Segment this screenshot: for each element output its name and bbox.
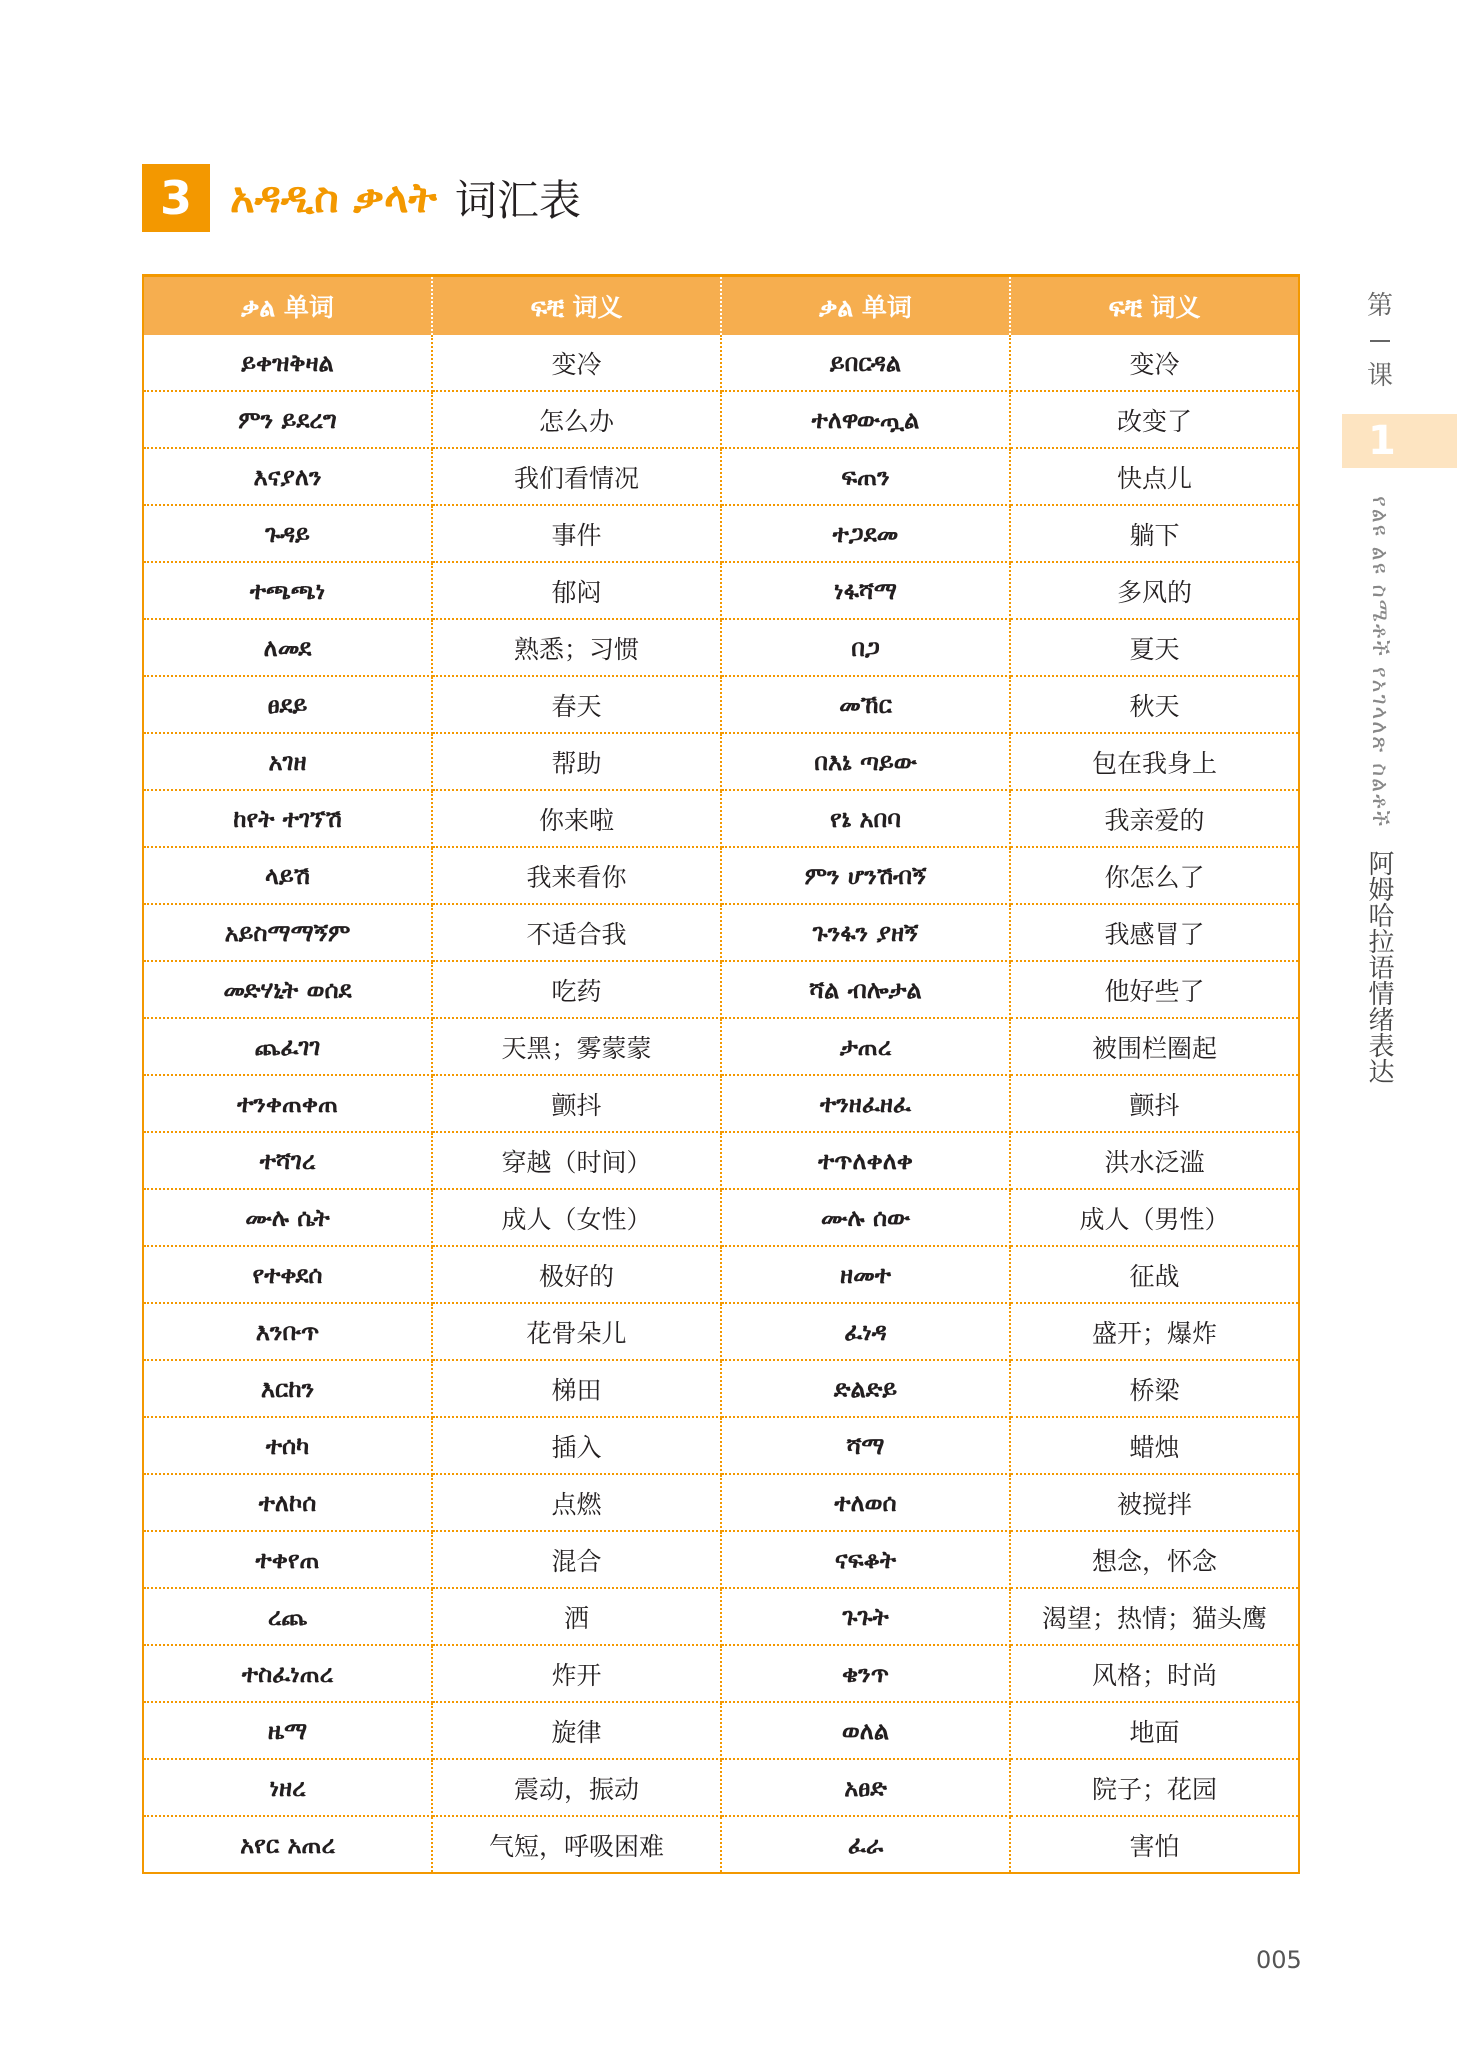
meaning-cell: 桥梁: [1010, 1360, 1299, 1417]
table-row: [143, 1417, 1299, 1474]
table-row: [143, 1303, 1299, 1360]
chapter-sidebar: [1338, 0, 1457, 2048]
meaning-cell: 包在我身上: [1010, 733, 1299, 790]
lesson-label-divider: [1370, 340, 1390, 342]
meaning-cell: 我来看你: [432, 847, 721, 904]
meaning-cell: 怎么办: [432, 391, 721, 448]
meaning-cell: 盛开；爆炸: [1010, 1303, 1299, 1360]
meaning-cell: 春天: [432, 676, 721, 733]
meaning-cell: 震动，振动: [432, 1759, 721, 1816]
meaning-cell: 花骨朵儿: [432, 1303, 721, 1360]
word-cell: ታጠረ: [721, 1018, 1010, 1075]
meaning-cell: 事件: [432, 505, 721, 562]
table-row: [143, 335, 1299, 391]
word-cell: አገዘ: [143, 733, 432, 790]
table-header-row: [143, 276, 1299, 336]
table-row: [143, 1132, 1299, 1189]
word-cell: ተጫጫነ: [143, 562, 432, 619]
meaning-cell: 变冷: [1010, 335, 1299, 391]
lesson-label-bottom: 课: [1366, 361, 1393, 391]
table-row: [143, 847, 1299, 904]
meaning-cell: 渴望；热情；猫头鹰: [1010, 1588, 1299, 1645]
page-number: 005: [1256, 1946, 1302, 1974]
header-meaning-2: ፍቺ 词义: [1010, 276, 1299, 336]
word-cell: ላይሽ: [143, 847, 432, 904]
lesson-label-top: 第: [1366, 291, 1393, 321]
word-cell: ተሻገረ: [143, 1132, 432, 1189]
word-cell: ፈራ: [721, 1816, 1010, 1873]
table-row: [143, 1759, 1299, 1816]
meaning-cell: 变冷: [432, 335, 721, 391]
table-body: [143, 335, 1299, 1873]
section-title-amharic: አዳዲስ ቃላት: [230, 173, 437, 222]
meaning-cell: 多风的: [1010, 562, 1299, 619]
meaning-cell: 插入: [432, 1417, 721, 1474]
word-cell: ድልድይ: [721, 1360, 1010, 1417]
chapter-title-amharic: የልዩ ልዩ ስሜቶች የአገላለጽ ስልቶች: [1367, 496, 1392, 829]
word-cell: ተለኮሰ: [143, 1474, 432, 1531]
word-cell: ይበርዳል: [721, 335, 1010, 391]
word-cell: ተለወሰ: [721, 1474, 1010, 1531]
word-cell: ፍጠን: [721, 448, 1010, 505]
meaning-cell: 成人（男性）: [1010, 1189, 1299, 1246]
table-row: [143, 1474, 1299, 1531]
word-cell: አየር አጠረ: [143, 1816, 432, 1873]
word-cell: ሻል ብሎታል: [721, 961, 1010, 1018]
meaning-cell: 混合: [432, 1531, 721, 1588]
table-row: [143, 1816, 1299, 1873]
meaning-cell: 旋律: [432, 1702, 721, 1759]
word-cell: ይቀዝቅዛል: [143, 335, 432, 391]
meaning-cell: 梯田: [432, 1360, 721, 1417]
word-cell: ወለል: [721, 1702, 1010, 1759]
table-row: [143, 505, 1299, 562]
table-row: [143, 1189, 1299, 1246]
word-cell: እንቡጥ: [143, 1303, 432, 1360]
table-row: [143, 790, 1299, 847]
meaning-cell: 颤抖: [432, 1075, 721, 1132]
section-number: 3: [142, 164, 210, 232]
meaning-cell: 洪水泛滥: [1010, 1132, 1299, 1189]
meaning-cell: 吃药: [432, 961, 721, 1018]
table-row: [143, 1360, 1299, 1417]
word-cell: ነፋሻማ: [721, 562, 1010, 619]
word-cell: ከየት ተገኘሽ: [143, 790, 432, 847]
meaning-cell: 征战: [1010, 1246, 1299, 1303]
lesson-label: [1360, 288, 1400, 394]
table-row: [143, 1018, 1299, 1075]
meaning-cell: 成人（女性）: [432, 1189, 721, 1246]
meaning-cell: 院子；花园: [1010, 1759, 1299, 1816]
word-cell: ምን ይደረግ: [143, 391, 432, 448]
word-cell: መድሃኒት ወሰደ: [143, 961, 432, 1018]
table-row: [143, 391, 1299, 448]
table-row: [143, 904, 1299, 961]
table-row: [143, 562, 1299, 619]
word-cell: ረጨ: [143, 1588, 432, 1645]
word-cell: ተለዋውጧል: [721, 391, 1010, 448]
meaning-cell: 郁闷: [432, 562, 721, 619]
lesson-number-tab: [1342, 414, 1457, 468]
meaning-cell: 熟悉；习惯: [432, 619, 721, 676]
header-word-2: ቃል 单词: [721, 276, 1010, 336]
meaning-cell: 被围栏圈起: [1010, 1018, 1299, 1075]
word-cell: የተቀደሰ: [143, 1246, 432, 1303]
table-row: [143, 1246, 1299, 1303]
word-cell: ለመደ: [143, 619, 432, 676]
section-heading: [142, 164, 581, 232]
meaning-cell: 躺下: [1010, 505, 1299, 562]
word-cell: ሙሉ ሴት: [143, 1189, 432, 1246]
meaning-cell: 夏天: [1010, 619, 1299, 676]
meaning-cell: 点燃: [432, 1474, 721, 1531]
table-row: [143, 1588, 1299, 1645]
chapter-title-vertical: [1358, 496, 1398, 1084]
meaning-cell: 帮助: [432, 733, 721, 790]
word-cell: ጉጉት: [721, 1588, 1010, 1645]
meaning-cell: 秋天: [1010, 676, 1299, 733]
meaning-cell: 地面: [1010, 1702, 1299, 1759]
table-row: [143, 733, 1299, 790]
word-cell: በጋ: [721, 619, 1010, 676]
word-cell: ተንቀጠቀጠ: [143, 1075, 432, 1132]
word-cell: ተቀየጠ: [143, 1531, 432, 1588]
word-cell: አይስማማኝም: [143, 904, 432, 961]
word-cell: መኸር: [721, 676, 1010, 733]
word-cell: ናፍቆት: [721, 1531, 1010, 1588]
meaning-cell: 极好的: [432, 1246, 721, 1303]
meaning-cell: 他好些了: [1010, 961, 1299, 1018]
section-title-chinese: 词汇表: [454, 176, 581, 225]
word-cell: ጉንፋን ያዘኝ: [721, 904, 1010, 961]
table-row: [143, 619, 1299, 676]
word-cell: ዜማ: [143, 1702, 432, 1759]
lesson-number: 1: [1368, 418, 1396, 464]
meaning-cell: 我感冒了: [1010, 904, 1299, 961]
header-meaning-1: ፍቺ 词义: [432, 276, 721, 336]
word-cell: ፀደይ: [143, 676, 432, 733]
table-row: [143, 961, 1299, 1018]
meaning-cell: 炸开: [432, 1645, 721, 1702]
meaning-cell: 想念，怀念: [1010, 1531, 1299, 1588]
table-row: [143, 676, 1299, 733]
word-cell: ተስፈነጠረ: [143, 1645, 432, 1702]
chapter-title-chinese: 阿姆哈拉语情绪表达: [1364, 850, 1394, 1085]
word-cell: የኔ አበባ: [721, 790, 1010, 847]
meaning-cell: 天黑；雾蒙蒙: [432, 1018, 721, 1075]
word-cell: ተጥለቀለቀ: [721, 1132, 1010, 1189]
word-cell: ጉዳይ: [143, 505, 432, 562]
table-row: [143, 1645, 1299, 1702]
word-cell: እናያለን: [143, 448, 432, 505]
word-cell: አፀድ: [721, 1759, 1010, 1816]
meaning-cell: 气短，呼吸困难: [432, 1816, 721, 1873]
meaning-cell: 被搅拌: [1010, 1474, 1299, 1531]
word-cell: ፈነዳ: [721, 1303, 1010, 1360]
word-cell: ተጋደመ: [721, 505, 1010, 562]
meaning-cell: 穿越（时间）: [432, 1132, 721, 1189]
meaning-cell: 你来啦: [432, 790, 721, 847]
table-row: [143, 448, 1299, 505]
meaning-cell: 我亲爱的: [1010, 790, 1299, 847]
word-cell: ቄንጥ: [721, 1645, 1010, 1702]
table-row: [143, 1075, 1299, 1132]
header-word-1: ቃል 单词: [143, 276, 432, 336]
table-row: [143, 1531, 1299, 1588]
meaning-cell: 改变了: [1010, 391, 1299, 448]
word-cell: ነዘረ: [143, 1759, 432, 1816]
word-cell: ሻማ: [721, 1417, 1010, 1474]
meaning-cell: 快点儿: [1010, 448, 1299, 505]
word-cell: ጨፈገገ: [143, 1018, 432, 1075]
meaning-cell: 你怎么了: [1010, 847, 1299, 904]
word-cell: በእኔ ጣይው: [721, 733, 1010, 790]
word-cell: እርከን: [143, 1360, 432, 1417]
meaning-cell: 风格；时尚: [1010, 1645, 1299, 1702]
vocabulary-table: [142, 274, 1300, 1874]
meaning-cell: 蜡烛: [1010, 1417, 1299, 1474]
meaning-cell: 害怕: [1010, 1816, 1299, 1873]
meaning-cell: 颤抖: [1010, 1075, 1299, 1132]
word-cell: ዘመተ: [721, 1246, 1010, 1303]
table-row: [143, 1702, 1299, 1759]
meaning-cell: 洒: [432, 1588, 721, 1645]
meaning-cell: 不适合我: [432, 904, 721, 961]
word-cell: ምን ሆንሽብኝ: [721, 847, 1010, 904]
word-cell: ሙሉ ሰው: [721, 1189, 1010, 1246]
meaning-cell: 我们看情况: [432, 448, 721, 505]
word-cell: ተሰካ: [143, 1417, 432, 1474]
word-cell: ተንዘፈዘፈ: [721, 1075, 1010, 1132]
